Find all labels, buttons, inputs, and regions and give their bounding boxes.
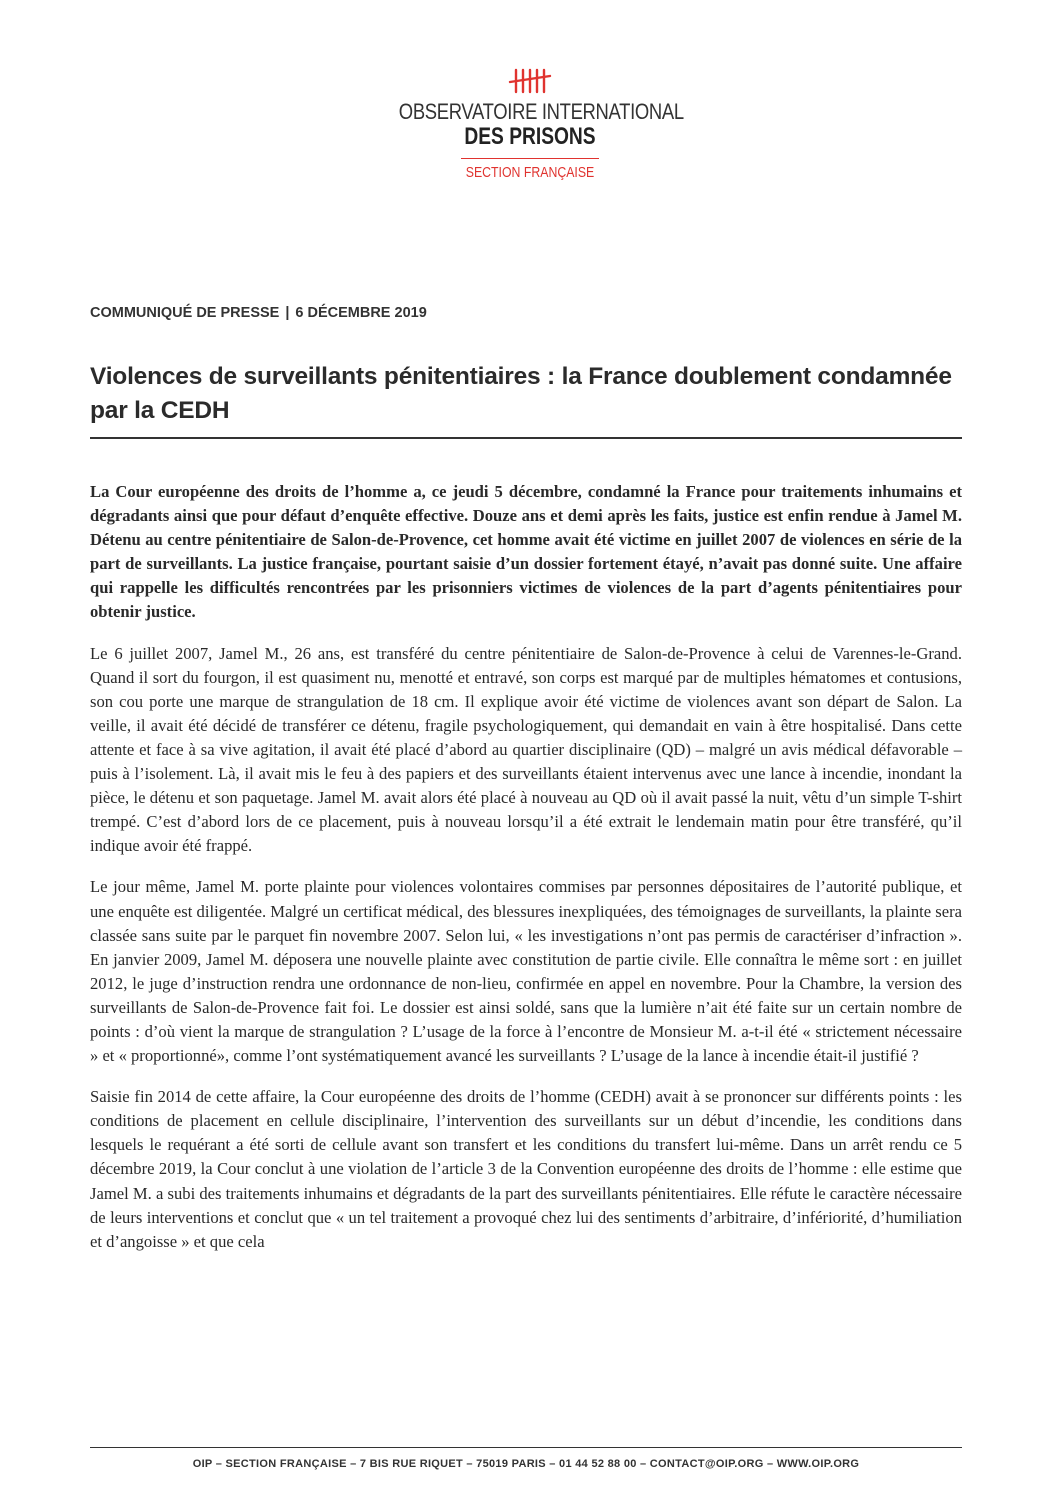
kicker-type: COMMUNIQUÉ DE PRESSE [90,305,280,321]
oip-logo [370,68,690,182]
page-title: Violences de surveillants pénitentiaires : la France doublement condamnée par la CEDH [90,363,952,424]
press-release-kicker [90,305,427,321]
logo-text-des-prisons: DES PRISONS [464,123,596,150]
body-paragraph: Le jour même, Jamel M. porte plainte pour violences volontaires commises par personnes dépositaires de l’autorité publique, et une enquête est diligentée. Malgré un certificat médical, des blessures inexpliquées, des témoignages de surveillants, la plainte sera classée sans suite par le parquet fin novembre 2007. Selon lui, « les investigations n’ont pas permis de caractériser d’infraction ». En janvier 2009, Jamel M. déposera une nouvelle plainte avec constitution de partie civile. Elle connaîtra le même sort : en juillet 2012, le juge d’instruction rendra une ordonnance de non-lieu, confirmée en appel en novembre. Pour la Chambre, la version des surveillants de Salon-de-Provence fait foi. Le dossier est ainsi soldé, sans que la lumière n’ait été faite sur un certain nombre de points : d’où vient la marque de strangulation ? L’usage de la force à l’encontre de Monsieur M. a-t-il été « strictement nécessaire » et « proportionné», comme l’ont systématiquement avancé les surveillants ? L’usage de la lance à incendie était-il justifié ? [90,877,962,1066]
body-paragraph: Le 6 juillet 2007, Jamel M., 26 ans, est transféré du centre pénitentiaire de Salon-de-Provence à celui de Varennes-le-Grand. Quand il sort du fourgon, il est quasiment nu, menotté et entravé, son corps est marqué par de multiples hématomes et contusions, son cou porte une marque de strangulation de 18 cm. Il explique avoir été victime de violences avant son départ de Salon. La veille, il avait été décidé de transférer ce détenu, fragile psychologiquement, qui demandait en vain à être hospitalisé. Dans cette attente et face à sa vive agitation, il avait été placé d’abord au quartier disciplinaire (QD) – malgré un avis médical défavorable – puis à l’isolement. Là, il avait mis le feu à des papiers et des surveillants étaient intervenus avec une lance à incendie, inondant la pièce, le détenu et son paquetage. Jamel M. avait alors été placé à nouveau au QD où il avait passé la nuit, vêtu d’un simple T-shirt trempé. C’est d’abord lors de ce placement, puis à nouveau lorsqu’il a été extrait le lendemain matin pour être transféré, qu’il indique avoir été frappé. [90,643,962,856]
prison-bars-logo-icon [506,68,554,94]
logo-text-section: SECTION FRANÇAISE [465,164,595,181]
body-paragraph: Saisie fin 2014 de cette affaire, la Cour européenne des droits de l’homme (CEDH) avait à se prononcer sur différents points : les conditions de placement en cellule disciplinaire, l’intervention des surveillants sur un début d’incendie, les conditions dans lesquels le requérant a été sorti de cellule avant son transfert et les conditions du transfert lui-même. Dans un arrêt rendu ce 5 décembre 2019, la Cour conclut à une violation de l’article 3 de la Convention européenne des droits de l’homme : elle estime que Jamel M. a subi des traitements inhumains et dégradants de la part des surveillants pénitentiaires. Elle réfute le caractère nécessaire de leurs interventions et conclut que « un tel traitement a provoqué chez lui des sentiments d’arbitraire, d’infériorité, d’humiliation et d’angoisse » et que cela [90,1087,962,1251]
kicker-date: 6 DÉCEMBRE 2019 [295,305,427,321]
logo-divider [461,158,599,159]
article-body [90,480,962,1271]
title-divider [90,437,962,439]
lead-paragraph: La Cour européenne des droits de l’homme a, ce jeudi 5 décembre, condamné la France pour traitements inhumains et dégradants ainsi que pour défaut d’enquête effective. Douze ans et demi après les faits, justice est enfin rendue à Jamel M. Détenu au centre pénitentiaire de Salon-de-Provence, cet homme avait été victime en juillet 2007 de violences en série de la part de surveillants. La justice française, pourtant saisie d’un dossier fortement étayé, n’avait pas donné suite. Une affaire qui rappelle les difficultés rencontrées par les prisonniers victimes de violences de la part d’agents pénitentiaires pour obtenir justice. [90,482,962,622]
footer-contact: OIP – SECTION FRANÇAISE – 7 BIS RUE RIQUET – 75019 PARIS – 01 44 52 88 00 – CONTACT@OIP.ORG – WWW.OIP.ORG [192,1458,860,1470]
logo-text-observatoire: OBSERVATOIRE INTERNATIONAL [398,99,684,124]
footer-divider [90,1447,962,1448]
kicker-separator: | [285,305,290,321]
